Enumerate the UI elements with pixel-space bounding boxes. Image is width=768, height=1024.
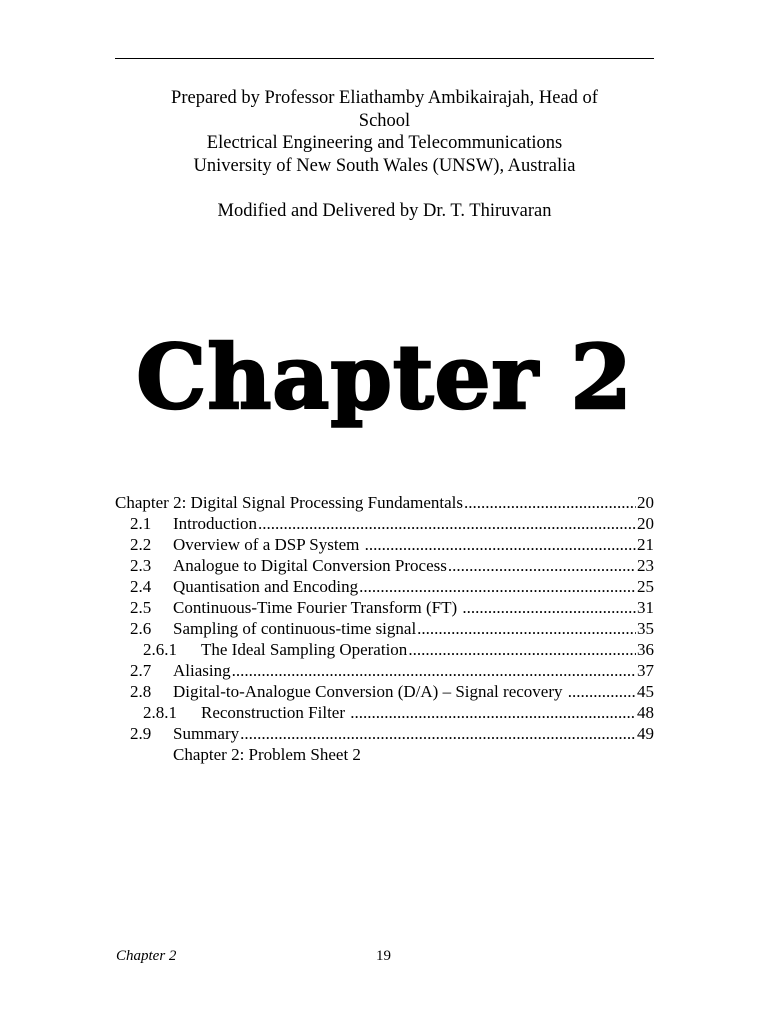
toc-entry-page: 49 xyxy=(637,724,654,743)
toc-entry-2-3[interactable] xyxy=(115,555,654,576)
toc-leader-dots xyxy=(232,660,636,681)
toc-leader-dots xyxy=(240,723,636,744)
toc-leader-dots xyxy=(258,513,636,534)
toc-entry-2-1[interactable] xyxy=(115,513,654,534)
toc-leader-dots xyxy=(448,555,636,576)
toc-entry-number: 2.2 xyxy=(130,535,152,554)
toc-entry-2-9[interactable] xyxy=(115,723,654,744)
toc-entry-page: 35 xyxy=(637,619,654,638)
toc-entry-number: 2.8.1 xyxy=(143,703,177,722)
toc-entry-page: 36 xyxy=(637,640,654,659)
toc-entry-2-8[interactable] xyxy=(115,681,654,702)
author-credits xyxy=(115,87,654,222)
toc-entry-number: 2.3 xyxy=(130,556,152,575)
toc-entry-title: Introduction xyxy=(173,514,258,533)
chapter-title: Chapter 2 xyxy=(136,325,633,429)
toc-entry-2-7[interactable] xyxy=(115,660,654,681)
credit-line-school: School xyxy=(358,110,411,131)
toc-entry-page: 21 xyxy=(637,535,654,554)
credit-line-modified-by: Modified and Delivered by Dr. T. Thiruvaran xyxy=(217,200,552,221)
credit-line-department: Electrical Engineering and Telecommunications xyxy=(206,133,563,153)
toc-leader-dots xyxy=(350,702,636,723)
toc-entry-title: Reconstruction Filter xyxy=(201,703,350,722)
toc-entry-title: The Ideal Sampling Operation xyxy=(201,640,408,659)
toc-leader-dots xyxy=(408,639,636,660)
toc-entry-title: Digital-to-Analogue Conversion (D/A) – Signal recovery xyxy=(173,682,567,701)
toc-entry-page: 20 xyxy=(637,514,654,533)
toc-entry-title: Quantisation and Encoding xyxy=(173,577,359,596)
toc-entry-title: Continuous-Time Fourier Transform (FT) xyxy=(173,598,462,617)
toc-entry-page: 31 xyxy=(637,598,654,617)
credit-line-university: University of New South Wales (UNSW), Australia xyxy=(193,155,576,176)
toc-entry-number: 2.8 xyxy=(130,682,152,701)
toc-entry-title: Analogue to Digital Conversion Process xyxy=(173,556,447,575)
toc-entry-page: 37 xyxy=(637,661,654,680)
toc-entry-2-4[interactable] xyxy=(115,576,654,597)
toc-leader-dots xyxy=(568,681,636,702)
header-rule xyxy=(115,58,654,59)
toc-entry-title: Aliasing xyxy=(173,661,231,680)
toc-entry-number: 2.1 xyxy=(130,514,152,533)
toc-entry-page: 25 xyxy=(637,577,654,596)
toc-entry-number: 2.9 xyxy=(130,724,152,743)
toc-leader-dots xyxy=(417,618,636,639)
toc-entry-number: 2.4 xyxy=(130,577,152,596)
toc-leader-dots xyxy=(365,534,636,555)
toc-entry-number: 2.5 xyxy=(130,598,152,617)
credit-line-author: Prepared by Professor Eliathamby Ambikairajah, Head of xyxy=(171,88,598,108)
toc-entry-page: 48 xyxy=(637,703,654,722)
toc-entry-2-6[interactable] xyxy=(115,618,654,639)
toc-entry-title: Summary xyxy=(173,724,240,743)
toc-entry-problem-sheet[interactable] xyxy=(115,744,654,765)
toc-entry-page: 20 xyxy=(637,493,654,512)
toc-leader-dots xyxy=(462,597,636,618)
toc-entry-chapter[interactable] xyxy=(115,492,654,513)
toc-entry-title: Overview of a DSP System xyxy=(173,535,364,554)
toc-entry-title: Chapter 2: Digital Signal Processing Fundamentals xyxy=(115,493,463,512)
toc-entry-number: 2.7 xyxy=(130,661,152,680)
toc-entry-number: 2.6.1 xyxy=(143,640,177,659)
toc-entry-page: 23 xyxy=(637,556,654,575)
toc-entry-2-8-1[interactable] xyxy=(115,702,654,723)
toc-entry-2-6-1[interactable] xyxy=(115,639,654,660)
toc-entry-2-5[interactable] xyxy=(115,597,654,618)
toc-entry-2-2[interactable] xyxy=(115,534,654,555)
toc-entry-title: Chapter 2: Problem Sheet 2 xyxy=(173,745,361,764)
table-of-contents xyxy=(115,492,654,765)
toc-entry-title: Sampling of continuous-time signal xyxy=(173,619,417,638)
toc-leader-dots xyxy=(359,576,636,597)
toc-entry-page: 45 xyxy=(637,682,654,701)
footer-chapter-label: Chapter 2 xyxy=(116,948,177,964)
credit-spacer xyxy=(115,177,654,200)
toc-leader-dots xyxy=(464,492,636,513)
toc-entry-number: 2.6 xyxy=(130,619,152,638)
footer-page-number: 19 xyxy=(376,948,391,964)
